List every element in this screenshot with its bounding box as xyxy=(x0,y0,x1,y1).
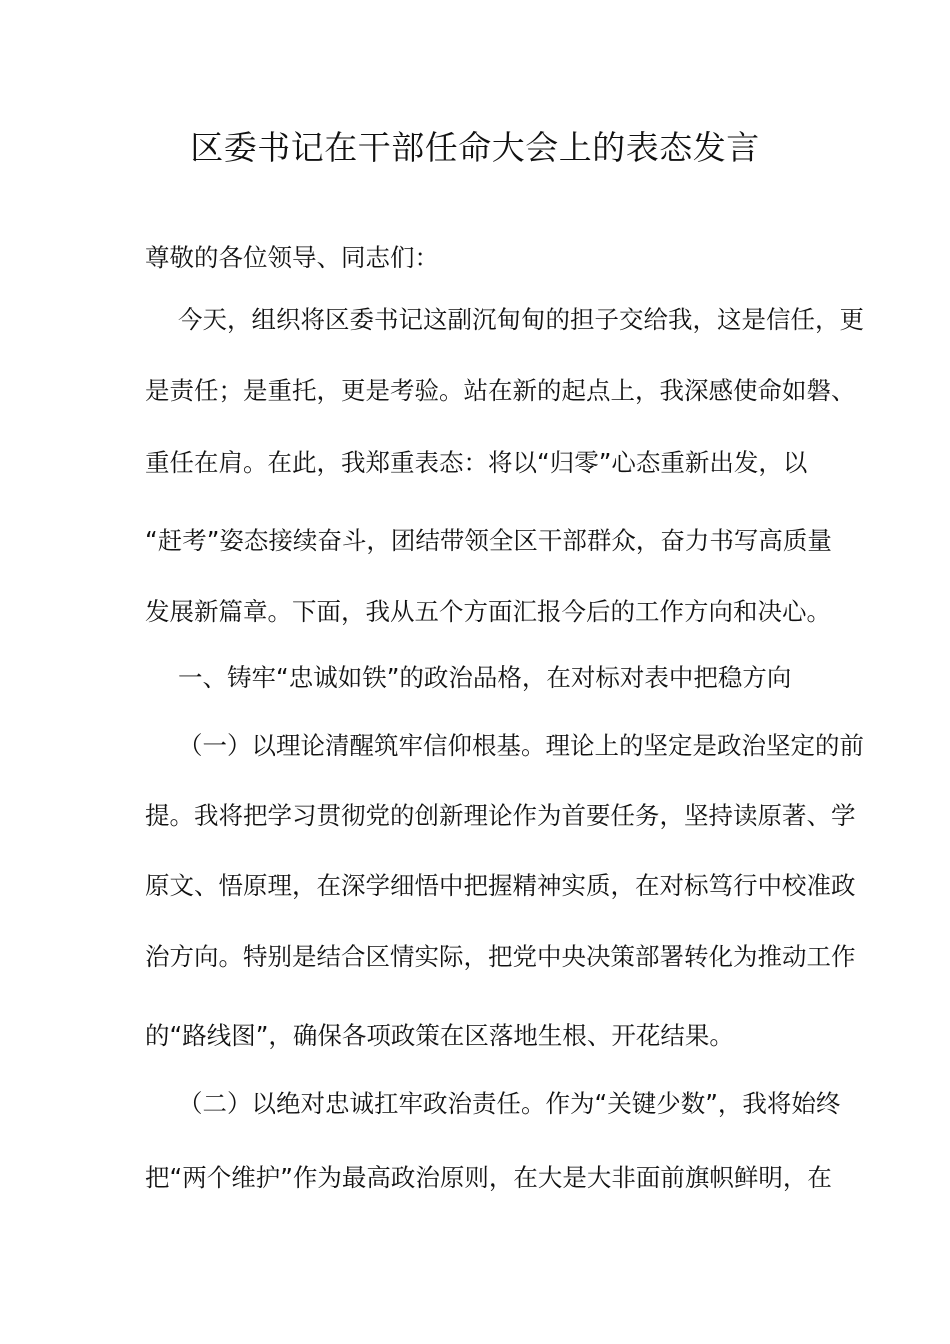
paragraph-line: 把“两个维护”作为最高政治原则，在大是大非面前旗帜鲜明，在 xyxy=(145,1163,832,1192)
greeting: 尊敬的各位领导、同志们： xyxy=(145,243,439,272)
paragraph-line: 治方向。特别是结合区情实际，把党中央决策部署转化为推动工作 xyxy=(145,942,856,971)
paragraph-line: （一）以理论清醒筑牢信仰根基。理论上的坚定是政治坚定的前 xyxy=(178,731,864,760)
document-title: 区委书记在干部任命大会上的表态发言 xyxy=(190,128,760,167)
paragraph-line: 是责任；是重托，更是考验。站在新的起点上，我深感使命如磐、 xyxy=(145,376,856,405)
paragraph-line: 发展新篇章。下面，我从五个方面汇报今后的工作方向和决心。 xyxy=(145,597,831,626)
paragraph-line: 提。我将把学习贯彻党的创新理论作为首要任务，坚持读原著、学 xyxy=(145,801,856,830)
paragraph-line: 今天，组织将区委书记这副沉甸甸的担子交给我，这是信任，更 xyxy=(178,305,864,334)
section-heading: 一、铸牢“忠诚如铁”的政治品格，在对标对表中把稳方向 xyxy=(178,663,792,692)
paragraph-line: 原文、悟原理，在深学细悟中把握精神实质，在对标笃行中校准政 xyxy=(145,871,856,900)
paragraph-line: “赶考”姿态接续奋斗，团结带领全区干部群众，奋力书写高质量 xyxy=(145,526,832,555)
paragraph-line: 的“路线图”，确保各项政策在区落地生根、开花结果。 xyxy=(145,1021,734,1050)
paragraph-line: （二）以绝对忠诚扛牢政治责任。作为“关键少数”，我将始终 xyxy=(178,1089,841,1118)
paragraph-line: 重任在肩。在此，我郑重表态：将以“归零”心态重新出发，以 xyxy=(145,448,808,477)
